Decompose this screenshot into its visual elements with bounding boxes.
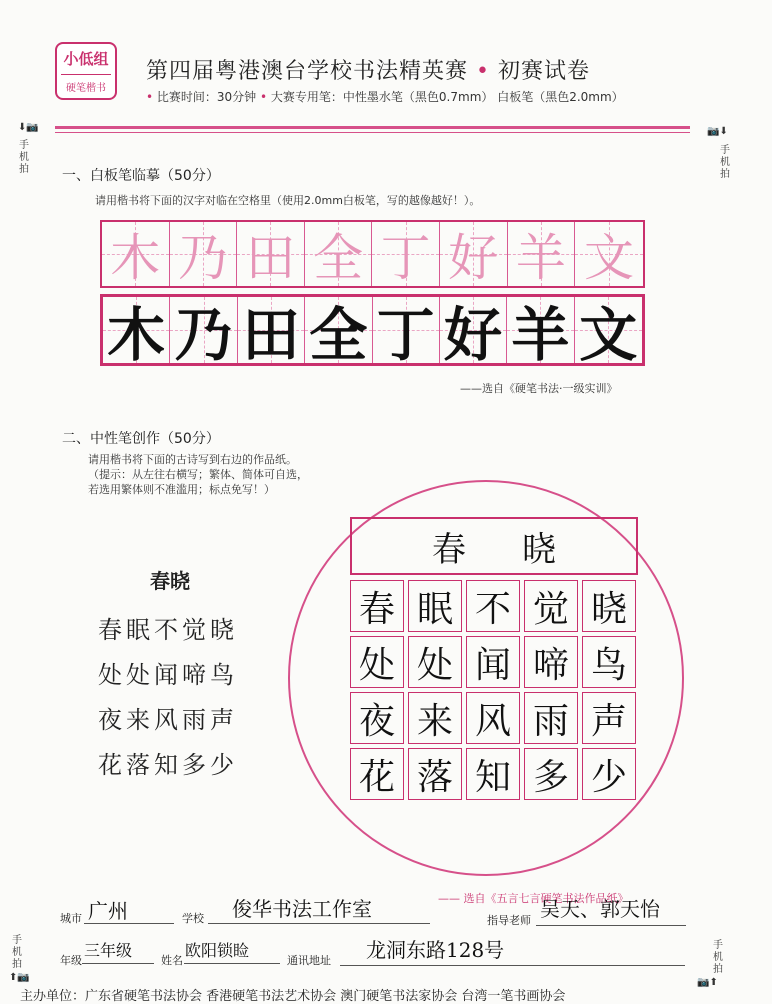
model-cell bbox=[102, 222, 170, 286]
work-cell bbox=[408, 692, 462, 744]
school-label: 学校 bbox=[182, 912, 204, 925]
written-cell bbox=[238, 297, 305, 369]
organizer-line: 主办单位：广东省硬笔书法协会 香港硬笔书法艺术协会 澳门硬笔书法家协会 台湾一笔书画协会 bbox=[20, 989, 566, 1004]
work-cell bbox=[466, 636, 520, 688]
written-char: 好 bbox=[444, 301, 503, 369]
work-cell bbox=[582, 636, 636, 688]
side-text-right-top: 手机拍 bbox=[720, 145, 730, 180]
model-char: 羊 bbox=[515, 229, 566, 287]
work-cell bbox=[350, 748, 404, 800]
group-badge bbox=[55, 42, 117, 100]
work-char: 不 bbox=[474, 588, 511, 630]
city-value: 广州 bbox=[88, 899, 128, 923]
time-label: 比赛时间：30分钟 bbox=[156, 90, 257, 104]
written-char: 全 bbox=[309, 301, 368, 369]
work-char: 夜 bbox=[358, 700, 395, 742]
poem-line: 花落知多少 bbox=[98, 751, 238, 779]
work-cell bbox=[408, 636, 462, 688]
work-row bbox=[350, 580, 640, 632]
written-cell bbox=[103, 297, 170, 369]
city-label: 城市 bbox=[60, 912, 82, 925]
side-text-left-bottom: 手机拍 bbox=[12, 935, 22, 970]
poem-title: 春晓 bbox=[150, 569, 190, 593]
model-cell bbox=[575, 222, 643, 286]
teacher-underline bbox=[536, 925, 686, 926]
work-char: 觉 bbox=[532, 588, 569, 630]
written-char: 乃 bbox=[174, 301, 233, 369]
work-char: 花 bbox=[358, 756, 395, 798]
section2-instruction-1: 请用楷书将下面的古诗写到右边的作品纸。 bbox=[88, 453, 297, 466]
work-char: 雨 bbox=[532, 700, 569, 742]
work-row bbox=[350, 748, 640, 800]
model-char: 乃 bbox=[177, 229, 228, 287]
title-tail: 初赛试卷 bbox=[498, 59, 591, 84]
grade-underline bbox=[82, 963, 154, 964]
model-cell bbox=[170, 222, 238, 286]
section2-instruction-2: （提示：从左往右横写；繁体、简体可自选， bbox=[88, 468, 308, 481]
side-text-left-top: 手机拍 bbox=[19, 140, 29, 175]
work-char: 闻 bbox=[474, 644, 511, 686]
work-char: 春 bbox=[358, 588, 395, 630]
work-char: 晓 bbox=[590, 588, 627, 630]
work-char: 知 bbox=[474, 756, 511, 798]
camera-icon-left-top: ⬇📷 bbox=[18, 122, 39, 133]
work-char: 眠 bbox=[416, 588, 453, 630]
poem-line: 夜来风雨声 bbox=[98, 706, 238, 734]
address-value: 龙洞东路128号 bbox=[366, 938, 505, 962]
work-cell bbox=[582, 748, 636, 800]
title-main: 第四届粤港澳台学校书法精英赛 bbox=[146, 59, 469, 84]
written-char: 丁 bbox=[376, 301, 435, 369]
written-cell bbox=[305, 297, 372, 369]
work-cell bbox=[524, 748, 578, 800]
poem-line: 处处闻啼鸟 bbox=[98, 661, 238, 689]
side-text-right-bottom: 手机拍 bbox=[713, 940, 723, 975]
section2-heading: 二、中性笔创作（50分） bbox=[62, 431, 220, 447]
written-cell bbox=[575, 297, 642, 369]
written-char: 田 bbox=[241, 301, 300, 369]
work-title-char: 晓 bbox=[522, 529, 556, 570]
model-char: 木 bbox=[110, 229, 161, 287]
badge-subtitle: 硬笔楷书 bbox=[61, 74, 111, 94]
work-char: 来 bbox=[416, 700, 453, 742]
work-cell bbox=[524, 692, 578, 744]
written-char: 文 bbox=[579, 301, 638, 369]
badge-title: 小低组 bbox=[63, 50, 109, 68]
exam-info bbox=[146, 88, 624, 105]
work-char: 多 bbox=[532, 756, 569, 798]
work-char-grid bbox=[350, 580, 640, 804]
section2-instruction-3: 若选用繁体则不准滥用；标点免写！） bbox=[88, 483, 275, 496]
work-char: 少 bbox=[590, 756, 627, 798]
model-char: 丁 bbox=[380, 229, 431, 287]
grade-value: 三年级 bbox=[84, 941, 133, 960]
info-dot-1: • bbox=[146, 90, 154, 104]
model-cell bbox=[508, 222, 576, 286]
work-cell bbox=[350, 580, 404, 632]
section1-heading: 一、白板笔临摹（50分） bbox=[62, 168, 220, 184]
camera-icon-right-top: 📷⬇ bbox=[707, 126, 728, 137]
work-cell bbox=[408, 580, 462, 632]
teacher-label: 指导老师 bbox=[487, 914, 531, 927]
address-label: 通讯地址 bbox=[287, 954, 331, 967]
work-char: 声 bbox=[590, 700, 627, 742]
work-char: 处 bbox=[416, 644, 453, 686]
address-underline bbox=[340, 965, 685, 966]
teacher-value: 吴天、郭天怡 bbox=[540, 897, 660, 921]
camera-icon-left-bottom: ⬆📷 bbox=[9, 972, 30, 983]
grade-label: 年级 bbox=[60, 954, 82, 967]
written-char-grid bbox=[100, 294, 645, 369]
work-row bbox=[350, 692, 640, 744]
written-cell bbox=[440, 297, 507, 369]
work-cell bbox=[524, 580, 578, 632]
model-cell bbox=[237, 222, 305, 286]
model-char-grid bbox=[100, 220, 645, 288]
work-char: 鸟 bbox=[590, 644, 627, 686]
camera-icon-right-bottom: 📷⬆ bbox=[697, 977, 718, 988]
poem-line: 春眠不觉晓 bbox=[98, 616, 238, 644]
name-underline bbox=[184, 963, 280, 964]
school-value: 俊华书法工作室 bbox=[232, 897, 372, 921]
work-title-box bbox=[350, 517, 638, 575]
model-char: 田 bbox=[245, 229, 296, 287]
work-cell bbox=[582, 580, 636, 632]
name-label: 姓名 bbox=[161, 954, 183, 967]
work-char: 落 bbox=[416, 756, 453, 798]
written-cell bbox=[373, 297, 440, 369]
model-cell bbox=[372, 222, 440, 286]
pen-label: 大赛专用笔：中性墨水笔（黑色0.7mm） 白板笔（黑色2.0mm） bbox=[270, 90, 624, 104]
info-dot-2: • bbox=[260, 90, 268, 104]
work-cell bbox=[466, 580, 520, 632]
work-row bbox=[350, 636, 640, 688]
work-char: 啼 bbox=[532, 644, 569, 686]
header-rule-thin bbox=[55, 132, 690, 133]
model-cell bbox=[440, 222, 508, 286]
model-char: 好 bbox=[448, 229, 499, 287]
written-char: 羊 bbox=[511, 301, 570, 369]
written-char: 木 bbox=[107, 301, 166, 369]
title-dot: • bbox=[476, 59, 490, 84]
work-cell bbox=[582, 692, 636, 744]
work-cell bbox=[408, 748, 462, 800]
written-cell bbox=[507, 297, 574, 369]
written-cell bbox=[170, 297, 237, 369]
page-title bbox=[146, 54, 590, 85]
work-title-char: 春 bbox=[432, 529, 466, 570]
section2-source: —— 选自《五言七言硬笔书法作品纸》 bbox=[438, 892, 629, 905]
work-char: 风 bbox=[474, 700, 511, 742]
school-underline bbox=[208, 923, 430, 924]
city-underline bbox=[84, 923, 174, 924]
work-cell bbox=[466, 748, 520, 800]
model-cell bbox=[305, 222, 373, 286]
work-char: 处 bbox=[358, 644, 395, 686]
header-rule-thick bbox=[55, 126, 690, 129]
work-cell bbox=[466, 692, 520, 744]
work-cell bbox=[350, 692, 404, 744]
model-char: 全 bbox=[313, 229, 364, 287]
section1-instruction: 请用楷书将下面的汉字对临在空格里（使用2.0mm白板笔，写的越像越好！）。 bbox=[95, 194, 481, 207]
section1-source: ——选自《硬笔书法·一级实训》 bbox=[460, 382, 618, 395]
work-cell bbox=[350, 636, 404, 688]
work-cell bbox=[524, 636, 578, 688]
name-value: 欧阳锁睑 bbox=[185, 941, 250, 960]
model-char: 文 bbox=[583, 229, 634, 287]
